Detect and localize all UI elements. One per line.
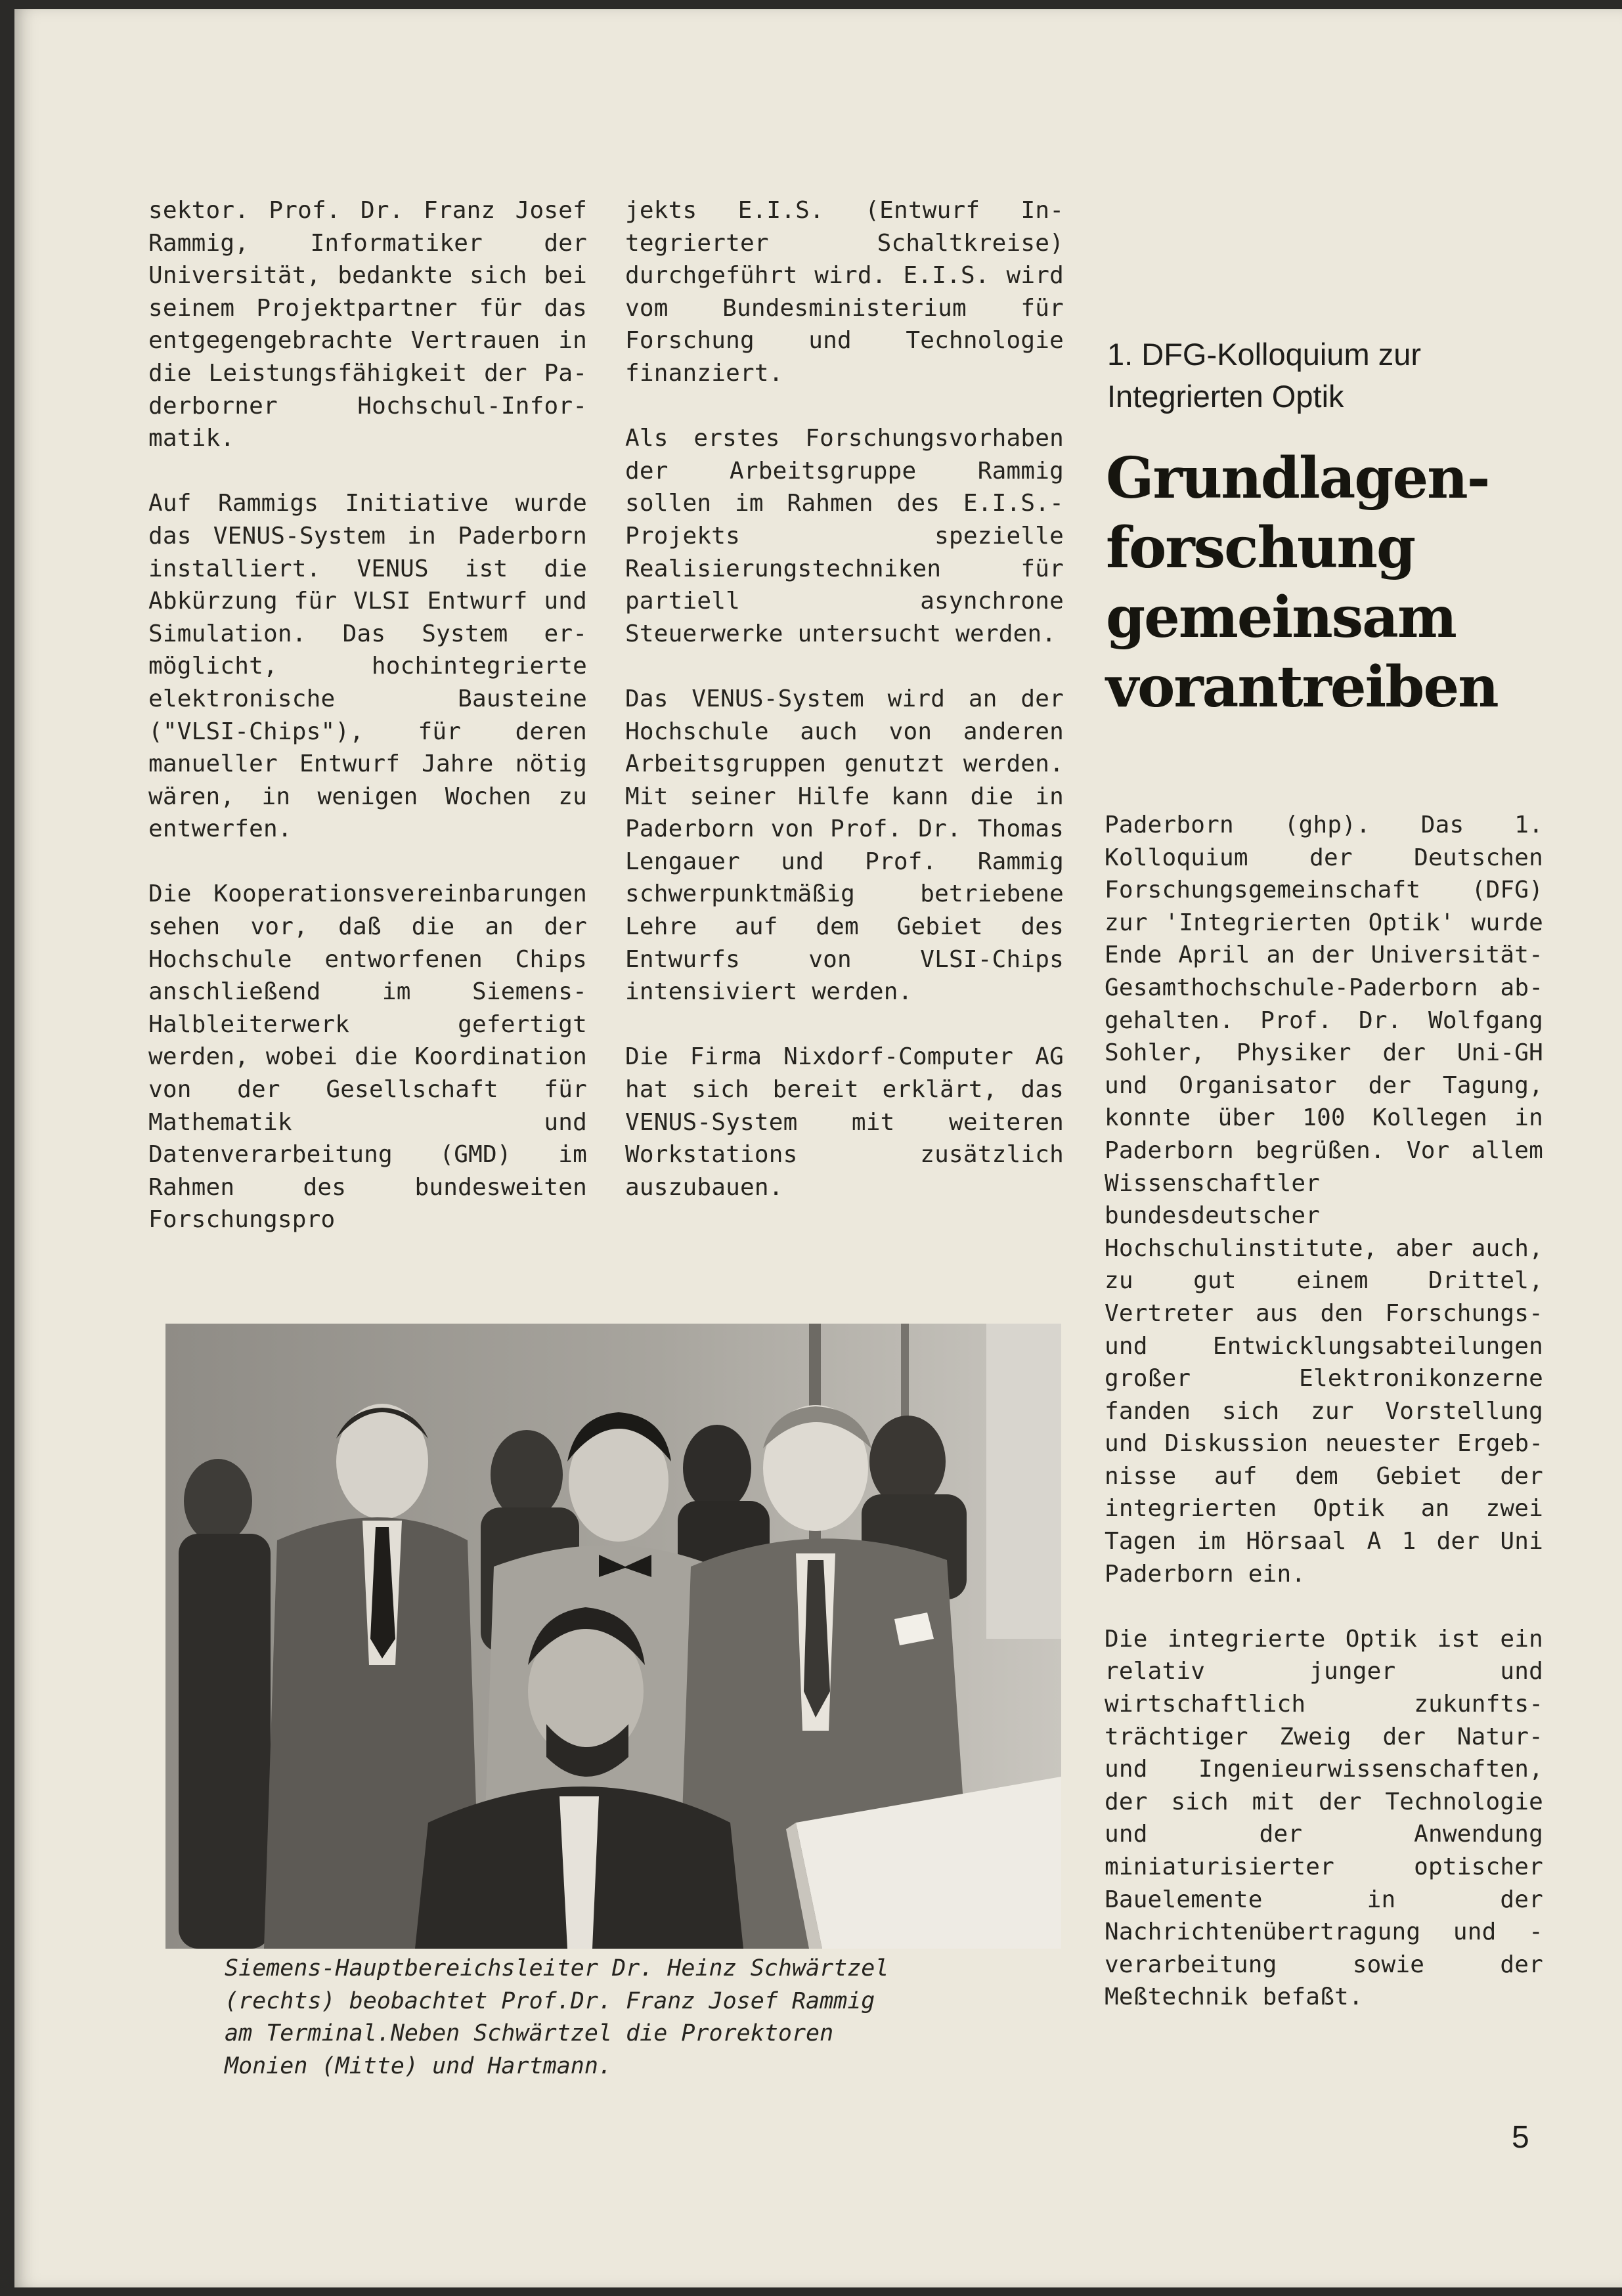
magazine-page bbox=[14, 9, 1622, 2287]
paragraph: Die Firma Nixdorf-Computer AG hat sich bereit erklärt, das VENUS-System mit weiteren Workstations zusätzlich auszubauen. bbox=[625, 1043, 1064, 1201]
paragraph: Die integrierte Optik ist ein relativ junger und wirtschaftlich zukunftsträchtiger Zweig der Natur- und Ingenieurwissenschaften, der sich mit der Technologie und der Anwendung miniaturisierter optischer Bauelemente in der Nachrichtenübertragung und -verarbeitung sowie der Meßtechnik befaßt. bbox=[1105, 1625, 1543, 2011]
headline-line: vorantreiben bbox=[1106, 654, 1498, 720]
article-headline bbox=[1106, 444, 1579, 722]
paragraph: sektor. Prof. Dr. Franz Josef Rammig, Informatiker der Universität, bedankte sich bei seinem Projektpartner für das entgegengebrachte Vertrauen in die Leistungsfähigkeit der Paderborner Hochschul-Informatik. bbox=[148, 197, 587, 452]
article-subheadline bbox=[1107, 334, 1567, 418]
paragraph: Paderborn (ghp). Das 1. Kolloquium der Deutschen Forschungsgemeinschaft (DFG) zur 'Integrierten Optik' wurde Ende April an der Universität-Gesamthochschule-Paderborn abgehalten. Prof. Dr. Wolfgang Sohler, Physiker der Uni-GH und Organisator der Tagung, konnte über 100 Kollegen in Paderborn begrüßen. Vor allem Wissenschaftler bundesdeutscher Hochschulinstitute, aber auch, zu gut einem Drittel, Vertreter aus den Forschungs- und Entwicklungsabteilungen großer Elektronikonzerne fanden sich zur Vorstellung und Diskussion neuester Ergebnisse auf dem Gebiet der integrierten Optik an zwei Tagen im Hörsaal A 1 der Uni Paderborn ein. bbox=[1105, 812, 1543, 1588]
paragraph: Auf Rammigs Initiative wurde das VENUS-System in Paderborn installiert. VENUS ist die Abkürzung für VLSI Entwurf und Simulation. Das System ermöglicht, hochintegrierte elektronische Bausteine ("VLSI-Chips"), für deren manueller Entwurf Jahre nötig wären, in wenigen Wochen zu entwerfen. bbox=[148, 490, 587, 843]
headline-line: gemeinsam bbox=[1106, 584, 1456, 651]
article-column-3 bbox=[1105, 809, 1543, 2014]
news-photo bbox=[165, 1324, 1061, 1949]
caption-line: Siemens-Hauptbereichsleiter Dr. Heinz Schwärtzel bbox=[225, 1955, 889, 1982]
paragraph: Als erstes Forschungsvorhaben der Arbeitsgruppe Rammig sollen im Rahmen des E.I.S.-Projekts spezielle Realisierungstechniken für partiell asynchrone Steuerwerke untersucht werden. bbox=[625, 425, 1064, 647]
paragraph: Die Kooperationsvereinbarungen sehen vor, daß die an der Hochschule entworfenen Chips anschließend im Siemens-Halbleiterwerk gefertigt werden, wobei die Koordination von der Gesellschaft für Mathematik und Datenverarbeitung (GMD) im Rahmen des bundesweiten Forschungspro bbox=[148, 880, 587, 1234]
photo-illustration bbox=[165, 1324, 1061, 1949]
photo-caption bbox=[225, 1953, 1078, 2083]
paragraph: jekts E.I.S. (Entwurf Integrierter Schaltkreise) durchgeführt wird. E.I.S. wird vom Bundesministerium für Forschung und Technologie finanziert. bbox=[625, 197, 1064, 387]
subhead-line: 1. DFG-Kolloquium zur bbox=[1107, 337, 1421, 372]
article-column-1 bbox=[148, 194, 587, 1236]
headline-line: Grundlagen- bbox=[1106, 445, 1489, 511]
article-column-2 bbox=[625, 194, 1064, 1203]
page-number: 5 bbox=[1512, 2120, 1529, 2155]
caption-line: (rechts) beobachtet Prof.Dr. Franz Josef Rammig bbox=[225, 1987, 875, 2014]
headline-line: forschung bbox=[1106, 515, 1415, 581]
paragraph: Das VENUS-System wird an der Hochschule auch von anderen Arbeitsgruppen genutzt werden. Mit seiner Hilfe kann die in Paderborn von Prof. Dr. Thomas Lengauer und Prof. Rammig schwerpunktmäßig betriebene Lehre auf dem Gebiet des Entwurfs von VLSI-Chips intensiviert werden. bbox=[625, 685, 1064, 1006]
subhead-line: Integrierten Optik bbox=[1107, 379, 1344, 414]
caption-line: am Terminal.Neben Schwärtzel die Prorektoren bbox=[225, 2020, 834, 2047]
caption-line: Monien (Mitte) und Hartmann. bbox=[225, 2052, 613, 2079]
